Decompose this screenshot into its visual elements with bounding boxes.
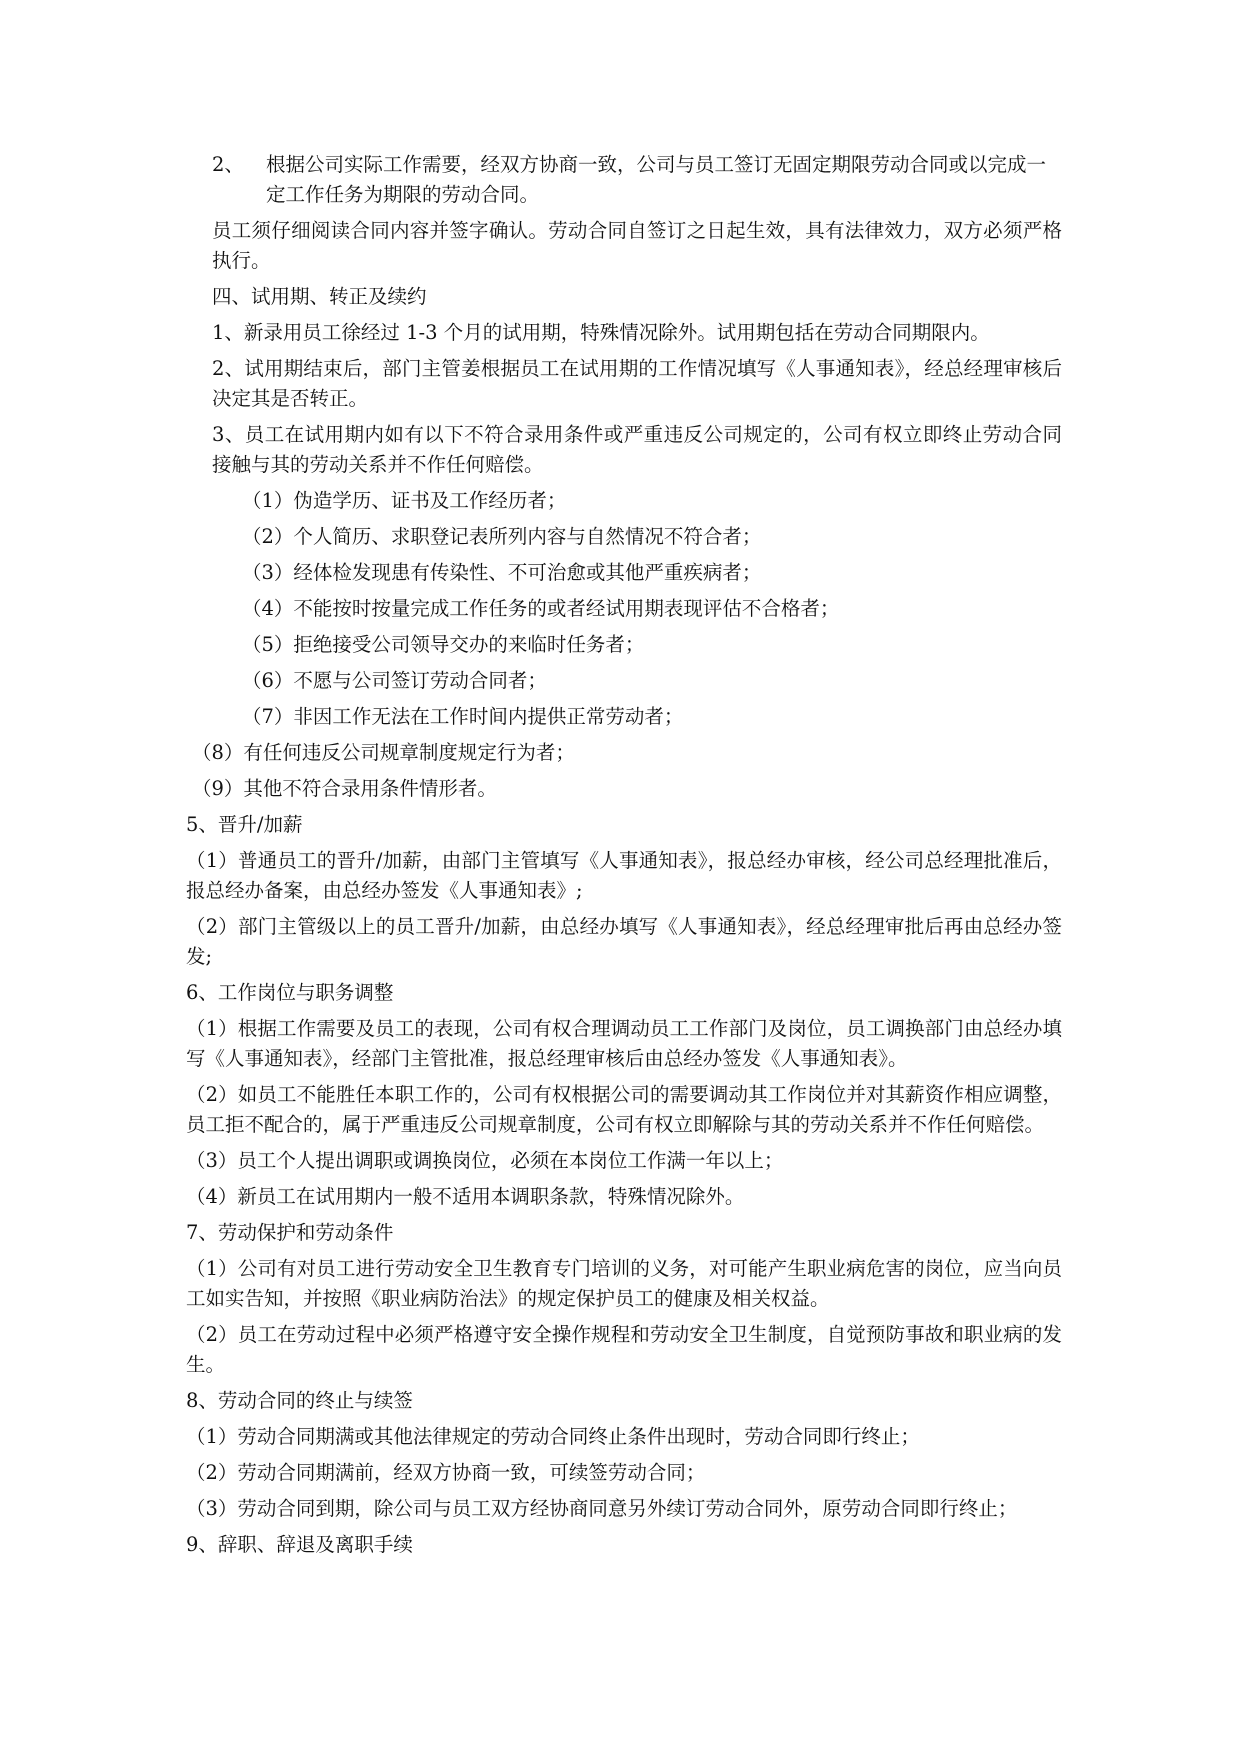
paragraph-probation-2: 2、试用期结束后，部门主管姜根据员工在试用期的工作情况填写《人事通知表》，经总经理审核后决定其是否转正。 [212, 357, 1062, 410]
list-item-contract-type [212, 150, 1062, 210]
paragraph: （3）员工个人提出调职或调换岗位，必须在本岗位工作满一年以上； [186, 1149, 784, 1172]
list-item: （4）不能按时按量完成工作任务的或者经试用期表现评估不合格者； [242, 597, 840, 620]
section-heading-promotion: 5、晋升/加薪 [186, 813, 303, 836]
list-item: （7）非因工作无法在工作时间内提供正常劳动者； [242, 705, 684, 728]
paragraph-probation-1: 1、新录用员工徐经过 1-3 个月的试用期，特殊情况除外。试用期包括在劳动合同期限内。 [212, 321, 990, 344]
paragraph: （2）劳动合同期满前，经双方协商一致，可续签劳动合同； [186, 1461, 706, 1484]
paragraph: （2）部门主管级以上的员工晋升/加薪，由总经办填写《人事通知表》，经总经理审批后再由总经办签发; [186, 915, 1062, 968]
paragraph-probation-3: 3、员工在试用期内如有以下不符合录用条件或严重违反公司规定的，公司有权立即终止劳动合同接触与其的劳动关系并不作任何赔偿。 [212, 423, 1062, 476]
paragraph: （1）普通员工的晋升/加薪，由部门主管填写《人事通知表》，报总经办审核，经公司总经理批准后，报总经办备案，由总经办签发《人事通知表》; [186, 849, 1062, 902]
item-number: 2、 [212, 153, 244, 176]
section-heading-transfer: 6、工作岗位与职务调整 [186, 981, 394, 1004]
paragraph: （3）劳动合同到期，除公司与员工双方经协商同意另外续订劳动合同外，原劳动合同即行终止； [186, 1497, 1018, 1520]
paragraph: （2）如员工不能胜任本职工作的，公司有权根据公司的需要调动其工作岗位并对其薪资作相应调整，员工拒不配合的，属于严重违反公司规章制度，公司有权立即解除与其的劳动关系并不作任何赔偿。 [186, 1083, 1062, 1136]
section-heading-termination: 8、劳动合同的终止与续签 [186, 1389, 413, 1412]
item-text: 根据公司实际工作需要，经双方协商一致，公司与员工签订无固定期限劳动合同或以完成一定工作任务为期限的劳动合同。 [266, 153, 1047, 206]
paragraph: （1）劳动合同期满或其他法律规定的劳动合同终止条件出现时，劳动合同即行终止； [186, 1425, 920, 1448]
document-body [186, 150, 1062, 1566]
section-heading-probation: 四、试用期、转正及续约 [212, 285, 427, 308]
paragraph-confirm: 员工须仔细阅读合同内容并签字确认。劳动合同自签订之日起生效，具有法律效力，双方必须严格执行。 [212, 219, 1062, 272]
list-item: （6）不愿与公司签订劳动合同者； [242, 669, 547, 692]
paragraph: （2）员工在劳动过程中必须严格遵守安全操作规程和劳动安全卫生制度，自觉预防事故和职业病的发生。 [186, 1323, 1062, 1376]
list-item: （9）其他不符合录用条件情形者。 [192, 777, 497, 800]
list-item: （2）个人简历、求职登记表所列内容与自然情况不符合者； [242, 525, 762, 548]
section-heading-resignation: 9、辞职、辞退及离职手续 [186, 1533, 413, 1556]
paragraph: （1）根据工作需要及员工的表现，公司有权合理调动员工工作部门及岗位，员工调换部门由总经办填写《人事通知表》，经部门主管批准，报总经理审核后由总经办签发《人事通知表》。 [186, 1017, 1062, 1070]
section-heading-protection: 7、劳动保护和劳动条件 [186, 1221, 394, 1244]
paragraph: （1）公司有对员工进行劳动安全卫生教育专门培训的义务，对可能产生职业病危害的岗位，应当向员工如实告知，并按照《职业病防治法》的规定保护员工的健康及相关权益。 [186, 1257, 1062, 1310]
list-item: （8）有任何违反公司规章制度规定行为者； [192, 741, 575, 764]
list-item: （1）伪造学历、证书及工作经历者； [242, 489, 567, 512]
paragraph: （4）新员工在试用期内一般不适用本调职条款，特殊情况除外。 [186, 1185, 745, 1208]
list-item: （3）经体检发现患有传染性、不可治愈或其他严重疾病者； [242, 561, 762, 584]
list-item: （5）拒绝接受公司领导交办的来临时任务者； [242, 633, 645, 656]
